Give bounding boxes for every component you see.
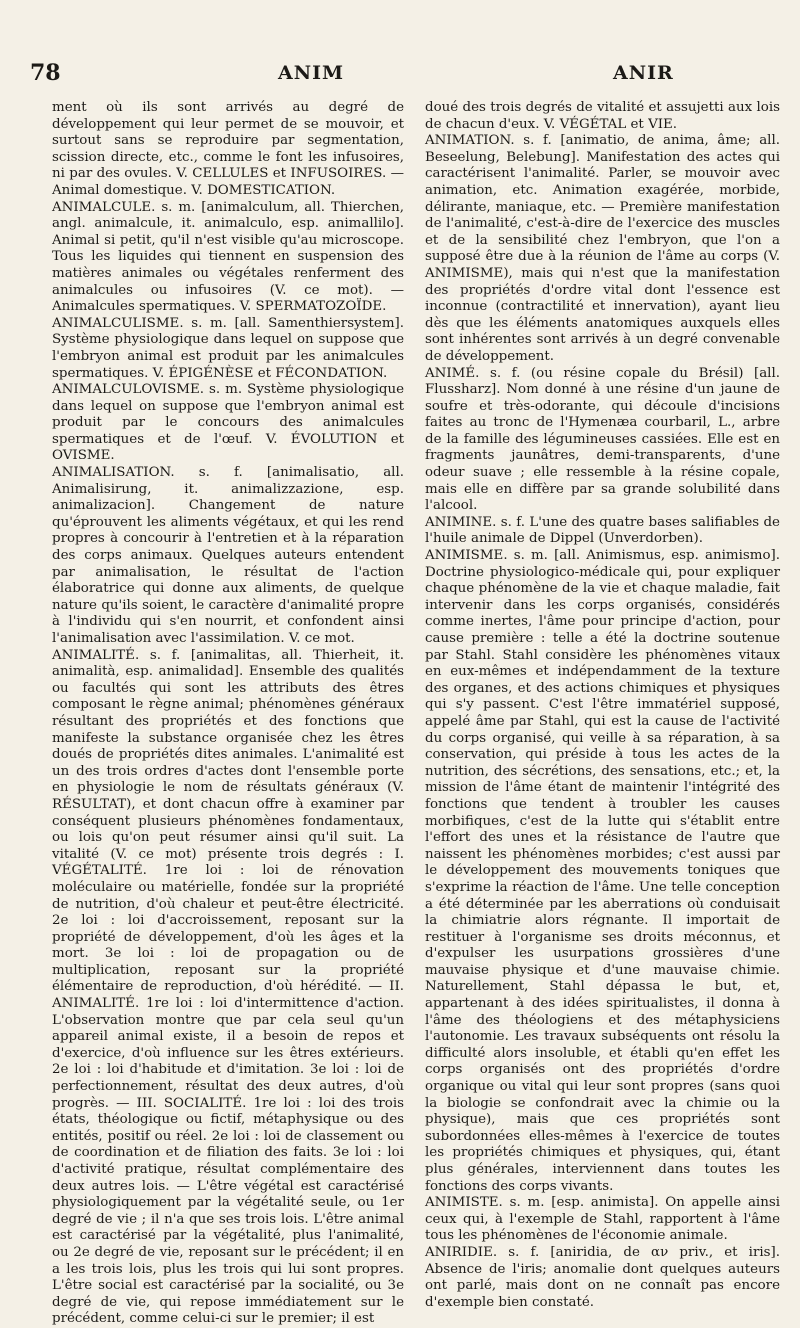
- running-head-left: ANIM: [278, 62, 345, 84]
- left-column: [52, 100, 404, 1327]
- entry-animiste: ANIMISTE. s. m. [esp. animista]. On appelle ainsi ceux qui, à l'exemple de Stahl, rapportent à l'âme tous les phénomènes de l'économie animale.: [425, 1195, 780, 1244]
- entry-animalisation: ANIMALISATION. s. f. [animalisatio, all. Animalisirung, it. animalizzazione, esp. animalizacion]. Changement de nature qu'éprouvent les aliments végétaux, et qui les rend propres à concourir à l'entretien et à la réparation des corps animaux. Quelques auteurs entendent par animalisation, le résultat de l'action élaboratrice qui donne aux aliments, de quelque nature qu'ils soient, le caractère d'animalité propre à l'individu qui s'en nourrit, et confondent ainsi l'animalisation avec l'assimilation. V. ce mot.: [52, 465, 404, 646]
- right-column: [425, 100, 780, 1310]
- entry-animalite: ANIMALITÉ. s. f. [animalitas, all. Thierheit, it. animalità, esp. animalidad]. Ensemble des qualités ou facultés qui sont les attributs des êtres composant le règne animal; phénomènes généraux résultant des propriétés et des fonctions que manifeste la substance organisée chez les êtres doués de propriétés dites animales. L'animalité est un des trois ordres d'actes dont l'ensemble porte en physiologie le nom de résultats généraux (V. RÉSULTAT), et dont chacun offre à examiner par conséquent plusieurs phénomènes fondamentaux, ou lois qu'on peut résumer ainsi qu'il suit. La vitalité (V. ce mot) présente trois degrés : I. VÉGÉTALITÉ. 1re loi : loi de rénovation moléculaire ou matérielle, fondée sur la propriété de nutrition, d'où chaleur et peut-être électricité. 2e loi : loi d'accroissement, reposant sur la propriété de développement, d'où les âges et la mort. 3e loi : loi de propagation ou de multiplication, reposant sur la propriété élémentaire de reproduction, d'où hérédité. — II. ANIMALITÉ. 1re loi : loi d'intermittence d'action. L'observation montre que par cela seul qu'un appareil animal existe, il a besoin de repos et d'exercice, d'où influence sur les êtres extérieurs. 2e loi : loi d'habitude et d'imitation. 3e loi : loi de perfectionnement, résultat des deux autres, d'où progrès. — III. SOCIALITÉ. 1re loi : loi des trois états, théologique ou fictif, métaphysique ou des entités, positif ou réel. 2e loi : loi de classement ou de coordination et de filiation des faits. 3e loi : loi d'activité pratique, résultat complémentaire des deux autres lois. — L'être végétal est caractérisé physiologiquement par la végétalité seule, ou 1er degré de vie ; il n'a que ses trois lois. L'être animal est caractérisé par la végétalité, plus l'animalité, ou 2e degré de vie, reposant sur le précédent; il en a les trois lois, plus les trois qui lui sont propres. L'être social est caractérisé par la socialité, ou 3e degré de vie, qui repose immédiatement sur le précédent, comme celui-ci sur le premier; il est: [52, 647, 404, 1327]
- running-head-right: ANIR: [613, 62, 674, 84]
- entry-animalcule: ANIMALCULE. s. m. [animalculum, all. Thierchen, angl. animalcule, it. animalculo, esp. animallilo]. Animal si petit, qu'il n'est visible qu'au microscope. Tous les liquides qui tiennent en suspension des matières animales ou végétales renferment des animalcules ou infusoires (V. ce mot). — Animalcules spermatiques. V. SPERMATOZOÏDE.: [52, 199, 404, 315]
- entry-animation: ANIMATION. s. f. [animatio, de anima, âme; all. Beseelung, Belebung]. Manifestation des actes qui caractérisent l'animalité. Parler, se mouvoir avec animation, etc. Animation exagérée, morbide, délirante, maniaque, etc. — Première manifestation de l'animalité, c'est-à-dire de l'exercice des muscles et de la sensibilité chez l'embryon, que l'on a supposé être due à la réunion de l'âme au corps (V. ANIMISME), mais qui n'est que la manifestation des propriétés d'ordre vital dont l'essence est inconnue (contractilité et innervation), ayant lieu dès que les éléments anatomiques auxquels elles sont inhérentes sont arrivés à un degré convenable de développement.: [425, 133, 780, 364]
- page-header: [30, 60, 780, 96]
- entry-aniridie: ANIRIDIE. s. f. [aniridia, de αν priv., et iris]. Absence de l'iris; anomalie dont quelques auteurs ont parlé, mais dont on ne connaît pas encore d'exemple bien constaté.: [425, 1244, 780, 1310]
- page-number: 78: [30, 60, 61, 86]
- entry-text: doué des trois degrés de vitalité et assujetti aux lois de chacun d'eux. V. VÉGÉTAL et VIE.: [425, 100, 780, 132]
- entry-animine: ANIMINE. s. f. L'une des quatre bases salifiables de l'huile animale de Dippel (Unverdorben).: [425, 514, 780, 547]
- entry-animalculovisme: ANIMALCULOVISME. s. m. Système physiologique dans lequel on suppose que l'embryon animal est produit par le concours des animalcules spermatiques et de l'œuf. V. ÉVOLUTION et OVISME.: [52, 382, 404, 464]
- entry-animisme: ANIMISME. s. m. [all. Animismus, esp. animismo]. Doctrine physiologico-médicale qui, pour expliquer chaque phénomène de la vie et chaque maladie, fait intervenir dans les corps organisés, considérés comme inertes, l'âme pour principe d'action, pour cause première : telle a été la doctrine soutenue par Stahl. Stahl considère les phénomènes vitaux en eux-mêmes et indépendamment de la texture des organes, et des actions chimiques et physiques qui s'y passent. C'est l'être immatériel supposé, appelé âme par Stahl, qui est la cause de l'activité du corps organisé, qui veille à sa réparation, à sa conservation, qui préside à tous les actes de la nutrition, des sécrétions, des sensations, etc.; et, la mission de l'âme étant de maintenir l'intégrité des fonctions que tendent à troubler les causes morbifiques, c'est de la lutte qui s'établit entre l'effort des unes et la résistance de l'autre que naissent les phénomènes morbides; c'est aussi par le développement des mouvements toniques que s'exprime la réaction de l'âme. Une telle conception a été déterminée par les aberrations où conduisait la chimiatrie alors régnante. Il importait de restituer à l'organisme ses droits méconnus, et d'expulser les usurpations grossières d'une mauvaise physique et d'une mauvaise chimie. Naturellement, Stahl dépassa le but, et, appartenant à des idées spiritualistes, il donna à l'âme des théologiens et des métaphysiciens l'autonomie. Les travaux subséquents ont résolu la difficulté alors insoluble, et établi qu'en effet les corps organisés ont des propriétés d'ordre organique ou vital qui leur sont propres (sans quoi la biologie se confondrait avec la chimie ou la physique), mais que ces propriétés sont subordonnées elles-mêmes à l'exercice de toutes les propriétés chimiques et physiques, qui, étant plus générales, interviennent dans toutes les fonctions des corps vivants.: [425, 548, 780, 1194]
- entry-text: ment où ils sont arrivés au degré de développement qui leur permet de se mouvoir, et surtout sans se reproduire par segmentation, scission directe, etc., comme le font les infusoires, ni par des ovules. V. CELLULES et INFUSOIRES. — Animal domestique. V. DOMESTICATION.: [52, 100, 404, 198]
- entry-anime: ANIMÉ. s. f. (ou résine copale du Brésil) [all. Flussharz]. Nom donné à une résine d'un jaune de soufre et très-odorante, qui découle d'incisions faites au tronc de l'Hymenæa courbaril, L., arbre de la famille des légumineuses cassiées. Elle est en fragments jaunâtres, demi-transparents, d'une odeur suave ; elle ressemble à la résine copale, mais elle en diffère par sa grande solubilité dans l'alcool.: [425, 365, 780, 514]
- entry-animalculisme: ANIMALCULISME. s. m. [all. Samenthiersystem]. Système physiologique dans lequel on suppose que l'embryon animal est produit par les animalcules spermatiques. V. ÉPIGÉNÈSE et FÉCONDATION.: [52, 315, 404, 381]
